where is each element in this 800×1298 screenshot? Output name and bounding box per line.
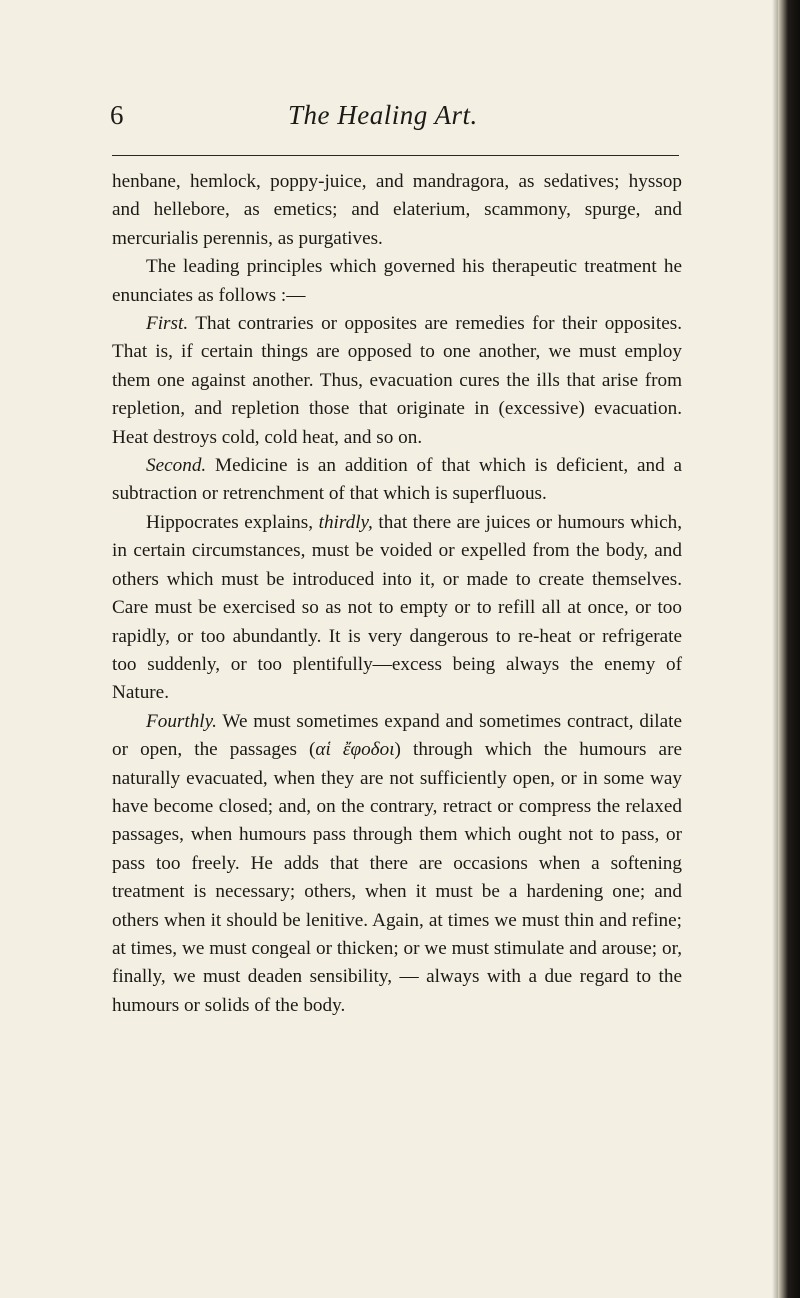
first-heading: First. <box>146 313 189 335</box>
fourthly-heading: Fourthly. <box>146 710 217 732</box>
thirdly-word: thirdly, <box>318 511 373 533</box>
page-binding-edge <box>778 0 800 1298</box>
paragraph-1: henbane, hemlock, poppy-juice, and mandragora, as sedatives; hyssop and hellebore, as emetics; and elaterium, scammony, spurge, and mercurialis perennis, as purgatives. <box>112 171 682 249</box>
paragraph-thirdly: Hippocrates explains, thirdly, that there are juices or humours which, in certain circumstances, must be voided or expelled from the body, and others which must be introduced into it, or made to create themselves. Care must be exercised so as not to empty or to refill all at once, or too rapidly, or too abundantly. It is very dangerous to re-heat or refrigerate too suddenly, or too plentifully—excess being always the enemy of Nature. <box>112 511 682 704</box>
paragraph-fourthly: Fourthly. We must sometimes expand and sometimes contract, dilate or open, the passages (αἱ ἔφοδοι) through which the humours are naturally evacuated, when they are not sufficiently open, or in some way have become closed; and, on the contrary, retract or compress the relaxed passages, when humours pass through them which ought not to pass, or pass too freely. He adds that there are occasions when a softening treatment is necessary; others, when it must be a hardening one; and others when it should be lenitive. Again, at times we must thin and refine; at times, we must congeal or thicken; or we must stimulate and arouse; or, finally, we must deaden sensibility, — always with a due regard to the humours or solids of the body. <box>112 710 682 1016</box>
second-heading: Second. <box>146 455 207 477</box>
paragraph-second: Second. Medicine is an addition of that which is deficient, and a subtraction or retrenchment of that which is superfluous. <box>112 455 682 505</box>
page-header <box>0 100 800 140</box>
greek-term: αἱ ἔφοδοι <box>315 739 395 761</box>
header-rule <box>112 155 679 156</box>
page-number: 6 <box>110 100 124 130</box>
paragraph-first: First. That contraries or opposites are remedies for their opposites. That is, if certain things are opposed to one another, we must employ them one against another. Thus, evacuation cures the ills that arise from repletion, and repletion those that originate in (excessive) evacuation. Heat destroys cold, cold heat, and so on. <box>112 313 682 448</box>
body-text <box>112 168 682 1020</box>
running-title: The Healing Art. <box>288 100 478 130</box>
paragraph-2: The leading principles which governed his therapeutic treatment he enunciates as follows :— <box>112 256 682 306</box>
